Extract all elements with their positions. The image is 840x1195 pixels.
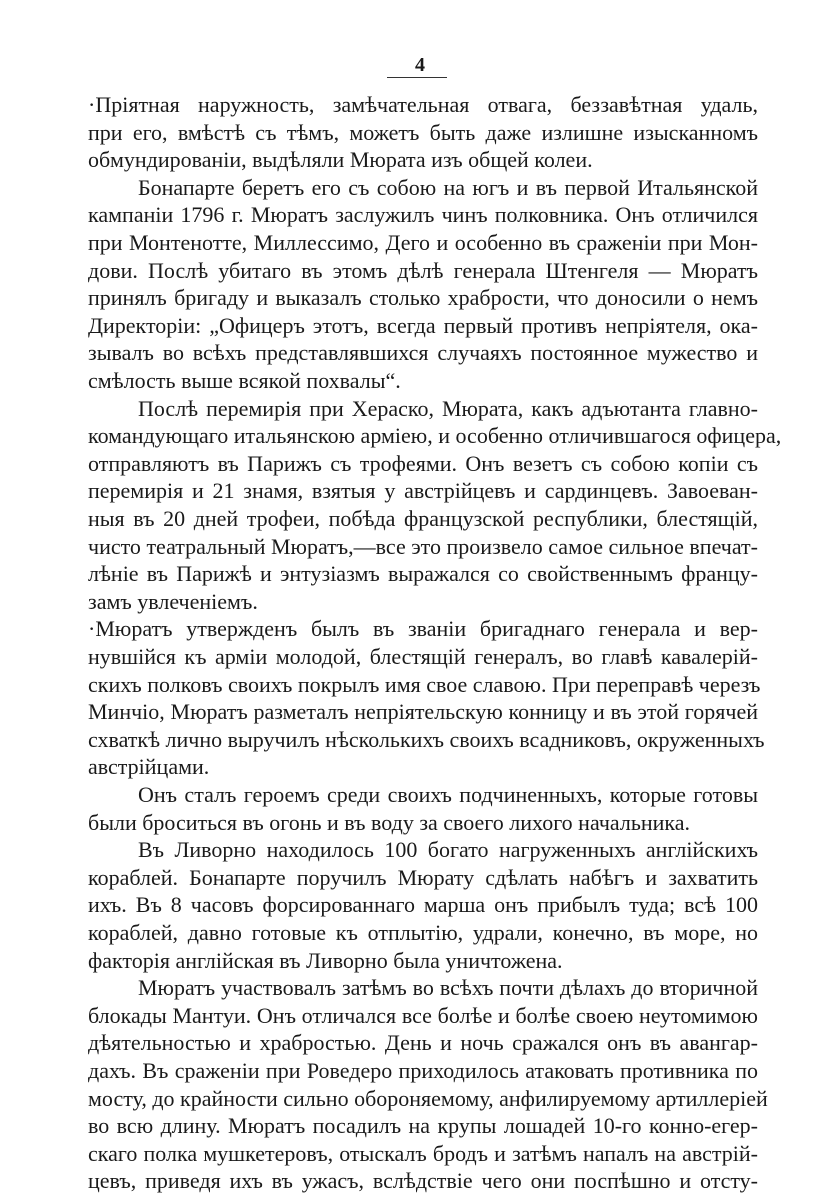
text-line: при Монтенотте, Миллессимо, Дего и особенно въ сраженіи при Мон- — [88, 230, 758, 255]
text-line: при его, вмѣстѣ съ тѣмъ, можетъ быть даже излишне изысканномъ — [88, 120, 758, 145]
text-line: нувшійся къ арміи молодой, блестящій генералъ, во главѣ кавалерій- — [88, 644, 758, 669]
text-line: дѣятельностью и храбростью. День и ночь сражался онъ въ авангар- — [88, 1030, 758, 1055]
text-line: мосту, до крайности сильно обороняемому, анфилируемому артиллеріей — [88, 1086, 768, 1111]
text-line: принялъ бригаду и выказалъ столько храбрости, что доносили о немъ — [88, 285, 758, 310]
text-line: Онъ сталъ героемъ среди своихъ подчиненныхъ, которые готовы — [138, 782, 758, 807]
text-line: Мюратъ участвовалъ затѣмъ во всѣхъ почти дѣлахъ до вторичной — [138, 975, 758, 1000]
text-line: перемирія и 21 знамя, взятыя у австрійцевъ и сардинцевъ. Завоеван- — [88, 478, 758, 503]
text-line: австрійцами. — [88, 754, 210, 779]
text-line: дахъ. Въ сраженіи при Роведеро приходилось атаковать противника по — [88, 1058, 758, 1083]
page-number-rule — [387, 77, 447, 78]
text-line: обмундированіи, выдѣляли Мюрата изъ общей колеи. — [88, 147, 593, 172]
text-line: смѣлость выше всякой похвалы“. — [88, 368, 401, 393]
text-line: Директоріи: „Офицеръ этотъ, всегда первый противъ непріятеля, ока- — [88, 313, 758, 338]
text-line: командующаго итальянскою арміею, и особенно отличившагося офицера, — [88, 423, 782, 448]
text-line: зывалъ во всѣхъ представлявшихся случаяхъ постоянное мужество и — [88, 340, 758, 365]
text-line: Въ Ливорно находилось 100 богато нагруженныхъ англійскихъ — [138, 837, 758, 862]
text-line: Минчіо, Мюратъ разметалъ непріятельскую конницу и въ этой горячей — [88, 699, 758, 724]
text-line: скаго полка мушкетеровъ, отыскалъ бродъ и затѣмъ напалъ на австрій- — [88, 1141, 758, 1166]
text-line: блокады Мантуи. Онъ отличался все болѣе и болѣе своею неутомимою — [88, 1003, 758, 1028]
text-line: были броситься въ огонь и въ воду за своего лихого начальника. — [88, 810, 691, 835]
text-line: отправляютъ въ Парижъ съ трофеями. Онъ везетъ съ собою копіи съ — [88, 451, 758, 476]
text-line: факторія англійская въ Ливорно была уничтожена. — [88, 948, 563, 973]
text-line: ·Пріятная наружность, замѣчательная отвага, беззавѣтная удаль, — [88, 92, 758, 117]
text-line: лѣніе въ Парижѣ и энтузіазмъ выражался со свойственнымъ францу- — [88, 561, 758, 586]
text-line: цевъ, приведя ихъ въ ужасъ, вслѣдствіе чего они поспѣшно и отсту- — [88, 1168, 758, 1193]
text-line: Послѣ перемирія при Хераско, Мюрата, какъ адъютанта главно- — [138, 396, 758, 421]
text-line: схваткѣ лично выручилъ нѣсколькихъ своихъ всадниковъ, окруженныхъ — [88, 727, 765, 752]
text-line: кораблей, давно готовые къ отплытію, удрали, конечно, въ море, но — [88, 920, 758, 945]
text-line: ·Мюратъ утвержденъ былъ въ званіи бригаднаго генерала и вер- — [88, 616, 758, 641]
text-line: во всю длину. Мюратъ посадилъ на крупы лошадей 10-го конно-егер- — [88, 1113, 758, 1138]
text-line: ихъ. Въ 8 часовъ форсированнаго марша онъ прибылъ туда; всѣ 100 — [88, 892, 758, 917]
page-number: 4 — [415, 54, 425, 76]
text-line: замъ увлеченіемъ. — [88, 589, 258, 614]
text-line: чисто театральный Мюратъ,—все это произвело самое сильное впечат- — [88, 534, 758, 559]
text-line: ныя въ 20 дней трофеи, побѣда французской республики, блестящій, — [88, 506, 758, 531]
text-line: кампаніи 1796 г. Мюратъ заслужилъ чинъ полковника. Онъ отличился — [88, 202, 758, 227]
text-line: кораблей. Бонапарте поручилъ Мюрату сдѣлать набѣгъ и захватить — [88, 865, 758, 890]
text-line: Бонапарте беретъ его съ собою на югъ и въ первой Итальянской — [138, 175, 758, 200]
text-line: скихъ полковъ своихъ покрылъ имя свое славою. При переправѣ черезъ — [88, 672, 761, 697]
text-line: дови. Послѣ убитаго въ этомъ дѣлѣ генерала Штенгеля — Мюратъ — [88, 258, 758, 283]
